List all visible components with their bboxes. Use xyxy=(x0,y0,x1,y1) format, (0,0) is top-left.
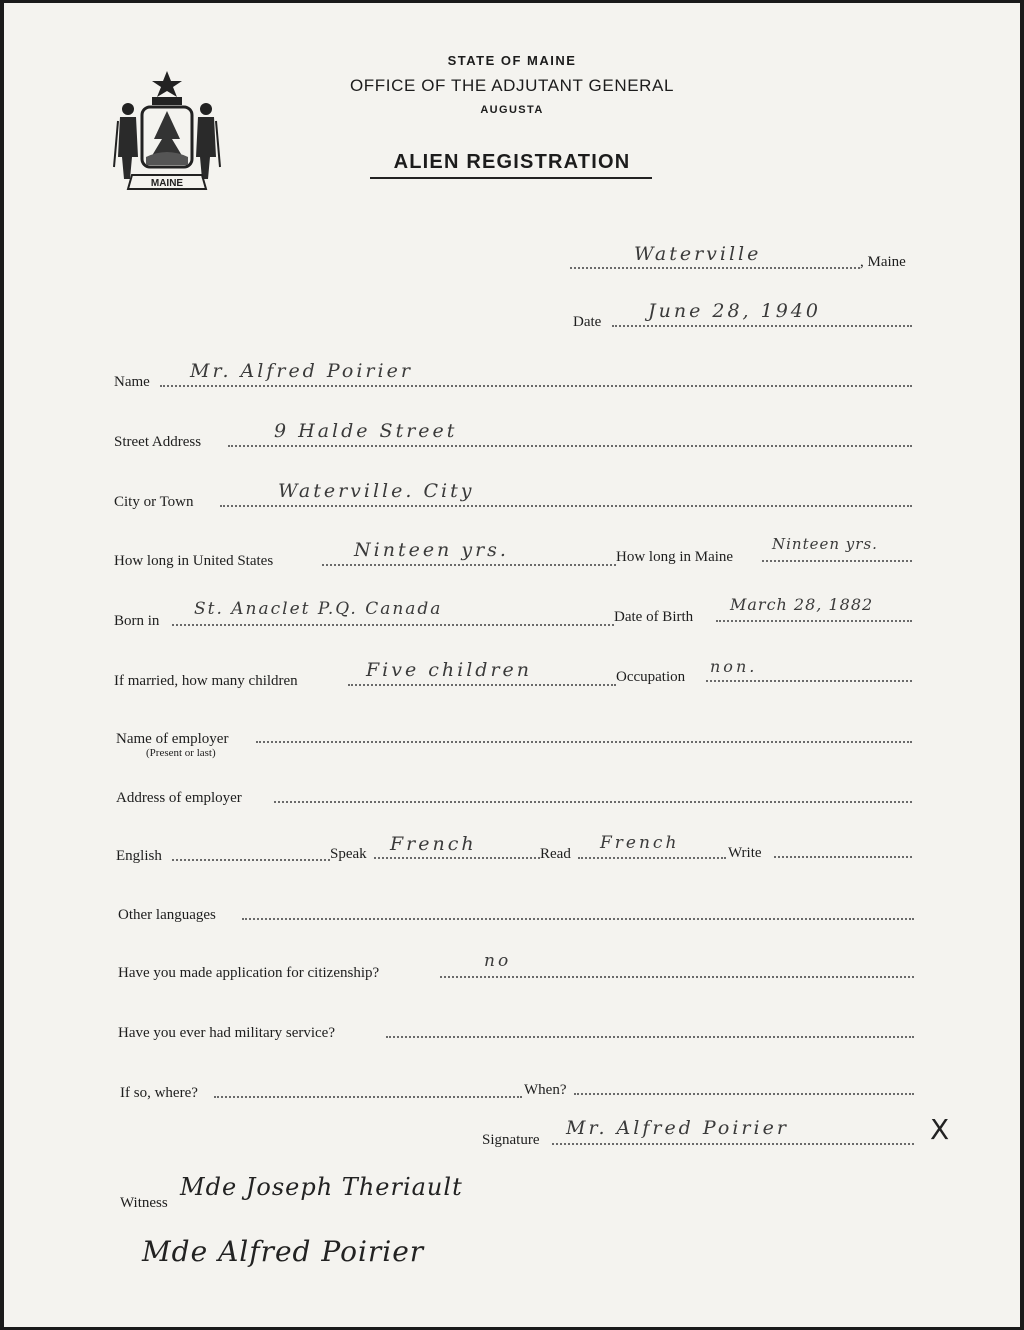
children-entry: Five children xyxy=(366,659,533,681)
citizenship-line xyxy=(440,976,914,978)
write-label: Write xyxy=(728,845,762,861)
title-underline xyxy=(370,177,652,179)
other-languages-label: Other languages xyxy=(118,907,216,923)
seal-motto: MAINE xyxy=(150,178,184,189)
how-long-us-label: How long in United States xyxy=(114,553,274,569)
witness-entry: Mde Joseph Theriault xyxy=(180,1173,463,1201)
born-in-line xyxy=(172,624,614,626)
signature-mark: X xyxy=(930,1113,950,1146)
street-label: Street Address xyxy=(114,434,202,450)
children-line xyxy=(348,684,616,686)
street-line xyxy=(228,445,912,447)
employer-name-label: Name of employer xyxy=(116,731,229,747)
name-entry: Mr. Alfred Poirier xyxy=(190,360,413,382)
occupation-line xyxy=(706,680,912,682)
signature-line xyxy=(552,1143,914,1145)
employer-address-line xyxy=(274,801,912,803)
street-entry: 9 Halde Street xyxy=(274,420,458,442)
how-long-us-line xyxy=(322,564,616,566)
header-city: AUGUSTA xyxy=(480,104,544,116)
employer-name-line xyxy=(256,741,912,743)
registration-form xyxy=(4,3,1020,1327)
maine-label: , Maine xyxy=(860,254,906,270)
where-label: If so, where? xyxy=(120,1085,198,1101)
date-entry: June 28, 1940 xyxy=(648,300,821,322)
where-line xyxy=(214,1096,522,1098)
speak-label: Speak xyxy=(330,846,367,862)
other-languages-line xyxy=(242,918,914,920)
how-long-maine-label: How long in Maine xyxy=(616,549,734,565)
english-label: English xyxy=(116,848,162,864)
english-line xyxy=(172,859,330,861)
name-line xyxy=(160,385,912,387)
witness-entry-second: Mde Alfred Poirier xyxy=(142,1235,425,1268)
occupation-label: Occupation xyxy=(616,669,686,685)
when-line xyxy=(574,1093,914,1095)
town-entry: Waterville xyxy=(634,243,762,265)
signature-label: Signature xyxy=(482,1132,540,1148)
citizenship-label: Have you made application for citizenship? xyxy=(118,965,380,981)
city-line xyxy=(220,505,912,507)
date-of-birth-line xyxy=(716,620,912,622)
header-state: STATE OF MAINE xyxy=(447,53,577,68)
how-long-maine-entry: Ninteen yrs. xyxy=(772,535,878,553)
military-line xyxy=(386,1036,914,1038)
town-line xyxy=(570,267,860,269)
city-entry: Waterville. City xyxy=(278,480,475,502)
read-line xyxy=(578,857,726,859)
born-in-entry: St. Anaclet P.Q. Canada xyxy=(194,599,443,619)
speak-entry: French xyxy=(390,833,477,855)
write-line xyxy=(774,856,912,858)
born-in-label: Born in xyxy=(114,613,160,629)
date-line xyxy=(612,325,912,327)
read-entry: French xyxy=(600,833,680,853)
children-label: If married, how many children xyxy=(114,673,298,689)
date-of-birth-entry: March 28, 1882 xyxy=(730,595,874,614)
occupation-entry: non. xyxy=(710,657,758,676)
how-long-us-entry: Ninteen yrs. xyxy=(354,539,509,561)
header-office: OFFICE OF THE ADJUTANT GENERAL xyxy=(349,76,675,95)
military-label: Have you ever had military service? xyxy=(118,1025,335,1041)
witness-label: Witness xyxy=(120,1195,168,1211)
form-title: ALIEN REGISTRATION xyxy=(393,151,631,173)
employer-name-note: (Present or last) xyxy=(146,747,216,759)
date-label: Date xyxy=(573,314,602,330)
signature-entry: Mr. Alfred Poirier xyxy=(566,1117,789,1139)
employer-address-label: Address of employer xyxy=(116,790,242,806)
name-label: Name xyxy=(114,374,150,390)
speak-line xyxy=(374,857,540,859)
how-long-maine-line xyxy=(762,560,912,562)
date-of-birth-label: Date of Birth xyxy=(614,609,694,625)
citizenship-entry: no xyxy=(484,951,512,971)
when-label: When? xyxy=(524,1082,567,1098)
city-label: City or Town xyxy=(114,494,194,510)
read-label: Read xyxy=(540,846,571,862)
